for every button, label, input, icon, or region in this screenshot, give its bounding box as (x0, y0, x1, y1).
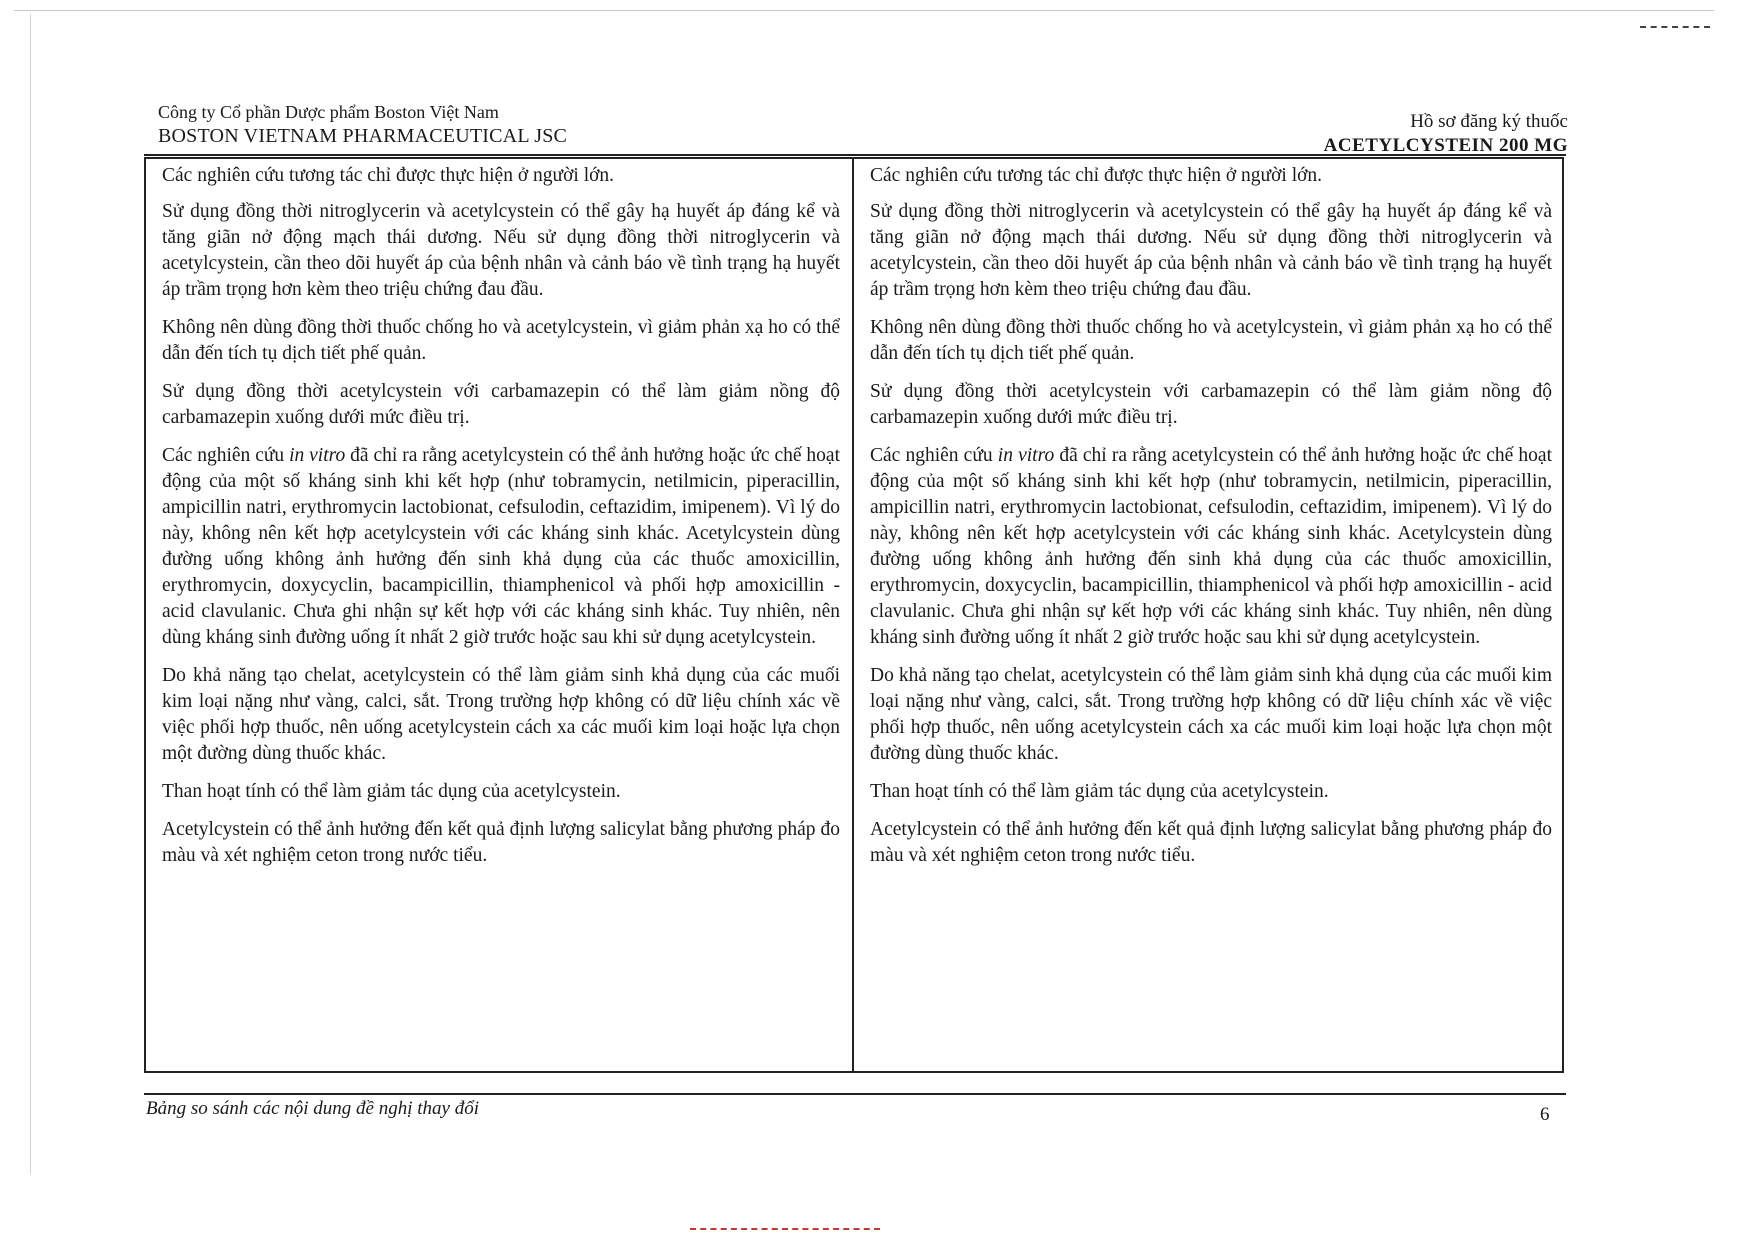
company-name-en: BOSTON VIETNAM PHARMACEUTICAL JSC (158, 125, 568, 147)
page-header (158, 100, 1568, 156)
comparison-table (144, 157, 1564, 1073)
paragraph-salicylate: Acetylcystein có thể ảnh hưởng đến kết quả định lượng salicylat bằng phương pháp đo màu và xét nghiệm ceton trong nước tiểu. (870, 819, 1552, 866)
column-current (146, 159, 854, 1071)
paragraph-antibiotics (870, 443, 1552, 651)
paragraph-chelate: Do khả năng tạo chelat, acetylcystein có thể làm giảm sinh khả dụng của các muối kim loại nặng như vàng, calci, sắt. Trong trường hợp không có dữ liệu chính xác về việc phối hợp thuốc, nên uống acetylcystein cách xa các muối kim loại hoặc lựa chọn một đường dùng thuốc khác. (162, 665, 840, 764)
paragraph-nitroglycerin: Sử dụng đồng thời nitroglycerin và acetylcystein có thể gây hạ huyết áp đáng kể và tăng giãn nở động mạch thái dương. Nếu sử dụng đồng thời nitroglycerin và acetylcystein, cần theo dõi huyết áp của bệnh nhân và cảnh báo về tình trạng hạ huyết áp trầm trọng hơn kèm theo triệu chứng đau đầu. (870, 201, 1552, 300)
page-number: 6 (1540, 1104, 1550, 1125)
paragraph-activated-charcoal: Than hoạt tính có thể làm giảm tác dụng của acetylcystein. (162, 781, 621, 802)
document-block (1324, 110, 1568, 158)
footer-caption: Bảng so sánh các nội dung đề nghị thay đổi (146, 1098, 479, 1119)
paragraph-antitussive: Không nên dùng đồng thời thuốc chống ho và acetylcystein, vì giảm phản xạ ho có thể dẫn đến tích tụ dịch tiết phế quản. (870, 317, 1552, 364)
column-proposed (854, 159, 1562, 1071)
paragraph-antitussive: Không nên dùng đồng thời thuốc chống ho và acetylcystein, vì giảm phản xạ ho có thể dẫn đến tích tụ dịch tiết phế quản. (162, 317, 840, 364)
paragraph-salicylate: Acetylcystein có thể ảnh hưởng đến kết quả định lượng salicylat bằng phương pháp đo màu và xét nghiệm ceton trong nước tiểu. (162, 819, 840, 866)
company-name-vn: Công ty Cổ phần Dược phẩm Boston Việt Nam (158, 102, 499, 122)
header-rule (144, 154, 1566, 156)
paragraph-activated-charcoal: Than hoạt tính có thể làm giảm tác dụng của acetylcystein. (870, 781, 1329, 802)
paragraph-carbamazepin: Sử dụng đồng thời acetylcystein với carbamazepin có thể làm giảm nồng độ carbamazepin xuống dưới mức điều trị. (162, 381, 840, 428)
paragraph-adults: Các nghiên cứu tương tác chỉ được thực hiện ở người lớn. (870, 165, 1323, 186)
paragraph-adults: Các nghiên cứu tương tác chỉ được thực hiện ở người lớn. (162, 165, 615, 186)
antibiotics-text-post: đã chỉ ra rằng acetylcystein có thể ảnh hưởng hoặc ức chế hoạt động của một số kháng sinh khi kết hợp (như tobramycin, netilmicin, piperacillin, ampicillin natri, erythromycin lactobionat, cefsulodin, ceftazidim, imipenem). Vì lý do này, không nên kết hợp acetylcystein với các kháng sinh khác. Acetylcystein dùng đường uống không ảnh hưởng đến sinh khả dụng của các thuốc amoxicillin, erythromycin, doxycyclin, bacampicillin, thiamphenicol và phối hợp amoxicillin - acid clavulanic. Chưa ghi nhận sự kết hợp với các kháng sinh khác. Tuy nhiên, nên dùng kháng sinh đường uống ít nhất 2 giờ trước hoặc sau khi sử dụng acetylcystein. (162, 445, 840, 648)
in-vitro-term: in vitro (997, 445, 1055, 466)
paragraph-nitroglycerin: Sử dụng đồng thời nitroglycerin và acetylcystein có thể gây hạ huyết áp đáng kể và tăng giãn nở động mạch thái dương. Nếu sử dụng đồng thời nitroglycerin và acetylcystein, cần theo dõi huyết áp của bệnh nhân và cảnh báo về tình trạng hạ huyết áp trầm trọng hơn kèm theo triệu chứng đau đầu. (162, 201, 840, 300)
scan-mark-top-right (1640, 26, 1710, 28)
in-vitro-term: in vitro (289, 445, 346, 466)
antibiotics-text-post: đã chỉ ra rằng acetylcystein có thể ảnh hưởng hoặc ức chế hoạt động của một số kháng sinh khi kết hợp (như tobramycin, netilmicin, piperacillin, ampicillin natri, erythromycin lactobionat, cefsulodin, ceftazidim, imipenem). Vì lý do này, không nên kết hợp acetylcystein với các kháng sinh khác. Acetylcystein dùng đường uống không ảnh hưởng đến sinh khả dụng của các thuốc amoxicillin, erythromycin, doxycyclin, bacampicillin, thiamphenicol và phối hợp amoxicillin - acid clavulanic. Chưa ghi nhận sự kết hợp với các kháng sinh khác. Tuy nhiên, nên dùng kháng sinh đường uống ít nhất 2 giờ trước hoặc sau khi sử dụng acetylcystein. (870, 445, 1552, 648)
antibiotics-text-pre: Các nghiên cứu (162, 445, 290, 466)
document-type: Hồ sơ đăng ký thuốc (1410, 111, 1568, 132)
company-block (158, 100, 567, 148)
scan-edge-left (30, 14, 31, 1174)
antibiotics-text-pre: Các nghiên cứu (870, 445, 998, 466)
paragraph-chelate: Do khả năng tạo chelat, acetylcystein có thể làm giảm sinh khả dụng của các muối kim loại nặng như vàng, calci, sắt. Trong trường hợp không có dữ liệu chính xác về việc phối hợp thuốc, nên uống acetylcystein cách xa các muối kim loại hoặc lựa chọn một đường dùng thuốc khác. (870, 665, 1552, 764)
scan-mark-bottom (690, 1228, 880, 1230)
scan-edge-top (14, 10, 1714, 11)
footer-rule (144, 1093, 1566, 1095)
product-name: ACETYLCYSTEIN 200 MG (1323, 135, 1568, 156)
paragraph-antibiotics (162, 443, 840, 651)
paragraph-carbamazepin: Sử dụng đồng thời acetylcystein với carbamazepin có thể làm giảm nồng độ carbamazepin xuống dưới mức điều trị. (870, 381, 1552, 428)
